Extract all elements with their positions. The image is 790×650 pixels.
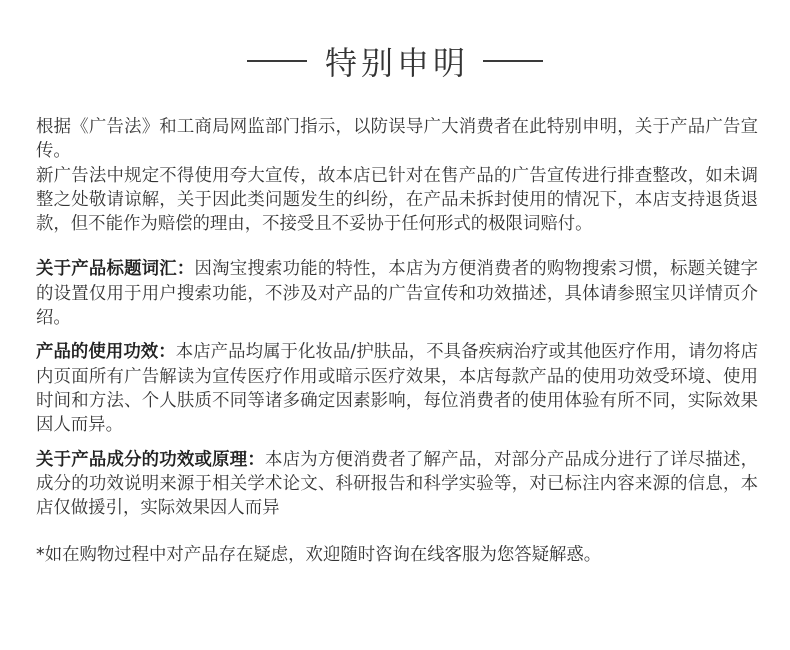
intro-paragraph-1: 根据《广告法》和工商局网监部门指示，以防误导广大消费者在此特别申明，关于产品广告宣传。 [36, 117, 758, 162]
intro-paragraph-2: 新广告法中规定不得使用夸大宣传，故本店已针对在售产品的广告宣传进行排查整改，如未调整之处敬请谅解，关于因此类问题发生的纠纷，在产品未拆封使用的情况下，本店支持退货退款，但不能作为赔偿的理由，不接受且不妥协于任何形式的极限词赔付。 [36, 165, 758, 235]
section-text: 本店产品均属于化妆品/护肤品，不具备疾病治疗或其他医疗作用，请勿将店内页面所有广告解读为宣传医疗作用或暗示医疗效果，本店每款产品的使用功效受环境、使用时间和方法、个人肤质不同等诸多确定因素影响，每位消费者的使用体验有所不同，实际效果因人而异。 [36, 342, 758, 436]
title-right-rule [483, 60, 543, 62]
section-text: 本店为方便消费者了解产品，对部分产品成分进行了详尽描述，成分的功效说明来源于相关学术论文、科研报告和科学实验等，对已标注内容来源的信息，本店仅做援引，实际效果因人而异 [36, 449, 758, 519]
section-text: 因淘宝搜索功能的特性，本店为方便消费者的购物搜索习惯，标题关键字的设置仅用于用户搜索功能，不涉及对产品的广告宣传和功效描述，具体请参照宝贝详情页介绍。 [36, 259, 758, 329]
section-heading: 产品的使用功效： [36, 342, 176, 363]
section-heading: 关于产品标题词汇： [36, 259, 195, 280]
page-title-row [0, 40, 790, 82]
statement-body [36, 115, 758, 568]
section-title-keywords [36, 257, 758, 330]
section-usage-effect [36, 340, 758, 437]
section-heading: 关于产品成分的功效或原理： [36, 449, 265, 470]
page-title: 特别申明 [324, 44, 469, 82]
footer-note: *如在购物过程中对产品存在疑虑，欢迎随时咨询在线客服为您答疑解惑。 [36, 545, 602, 566]
section-ingredients [36, 448, 758, 521]
title-left-rule [247, 60, 307, 62]
